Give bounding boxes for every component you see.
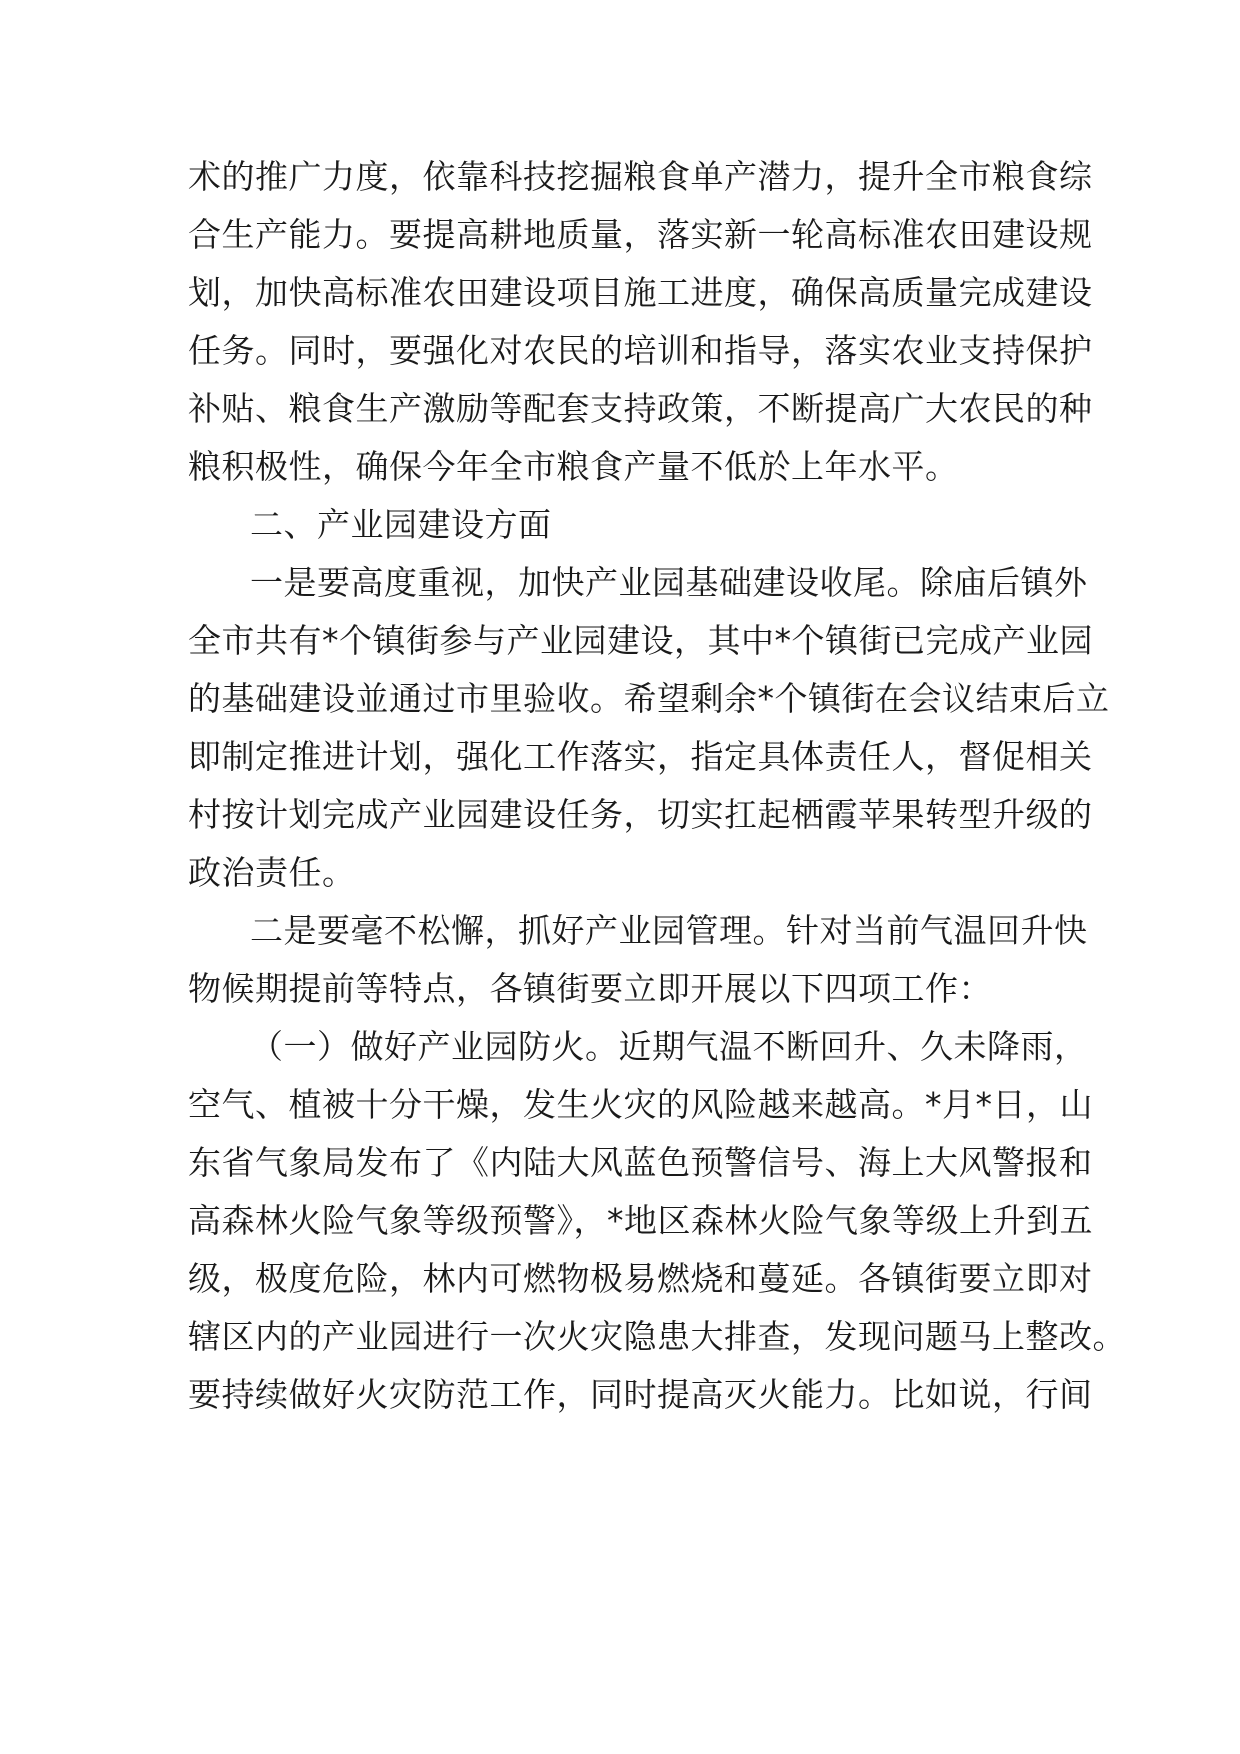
text-line: 任务。同时，要强化对农民的培训和指导，落实农业支持保护 (188, 331, 1093, 370)
text-line: 一是要高度重视，加快产业园基础建设收尾。除庙后镇外 (250, 563, 1088, 602)
text-line: 空气、植被十分干燥，发生火灾的风险越来越高。*月*日，山 (188, 1085, 1093, 1124)
text-line: 合生产能力。要提高耕地质量，落实新一轮高标准农田建设规 (188, 215, 1093, 254)
text-line: 粮积极性，确保今年全市粮食产量不低於上年水平。 (188, 447, 959, 486)
text-line: 政治责任。 (188, 853, 356, 892)
text-line: 物候期提前等特点，各镇街要立即开展以下四项工作： (188, 969, 992, 1008)
text-line: 高森林火险气象等级预警》，*地区森林火险气象等级上升到五 (188, 1201, 1093, 1240)
text-line: 全市共有*个镇街参与产业园建设，其中*个镇街已完成产业园 (188, 621, 1093, 660)
text-line: 级，极度危险，林内可燃物极易燃烧和蔓延。各镇街要立即对 (188, 1259, 1093, 1298)
text-line: 村按计划完成产业园建设任务，切实扛起栖霞苹果转型升级的 (188, 795, 1093, 834)
text-line: 术的推广力度，依靠科技挖掘粮食单产潜力，提升全市粮食综 (188, 157, 1093, 196)
text-line: 补贴、粮食生产激励等配套支持政策，不断提高广大农民的种 (188, 389, 1093, 428)
text-line: 辖区内的产业园进行一次火灾隐患大排查，发现问题马上整改。 (188, 1317, 1126, 1356)
text-line: （一）做好产业园防火。近期气温不断回升、久未降雨， (250, 1027, 1088, 1066)
text-line: 要持续做好火灾防范工作，同时提高灭火能力。比如说，行间 (188, 1375, 1093, 1414)
section-heading: 二、产业园建设方面 (250, 505, 552, 544)
text-line: 东省气象局发布了《内陆大风蓝色预警信号、海上大风警报和 (188, 1143, 1093, 1182)
text-line: 的基础建设並通过市里验收。希望剩余*个镇街在会议结束后立 (188, 679, 1110, 718)
text-line: 二是要毫不松懈，抓好产业园管理。针对当前气温回升快 (250, 911, 1088, 950)
text-line: 即制定推进计划，强化工作落实，指定具体责任人，督促相关 (188, 737, 1093, 776)
text-line: 划，加快高标准农田建设项目施工进度，确保高质量完成建设 (188, 273, 1093, 312)
